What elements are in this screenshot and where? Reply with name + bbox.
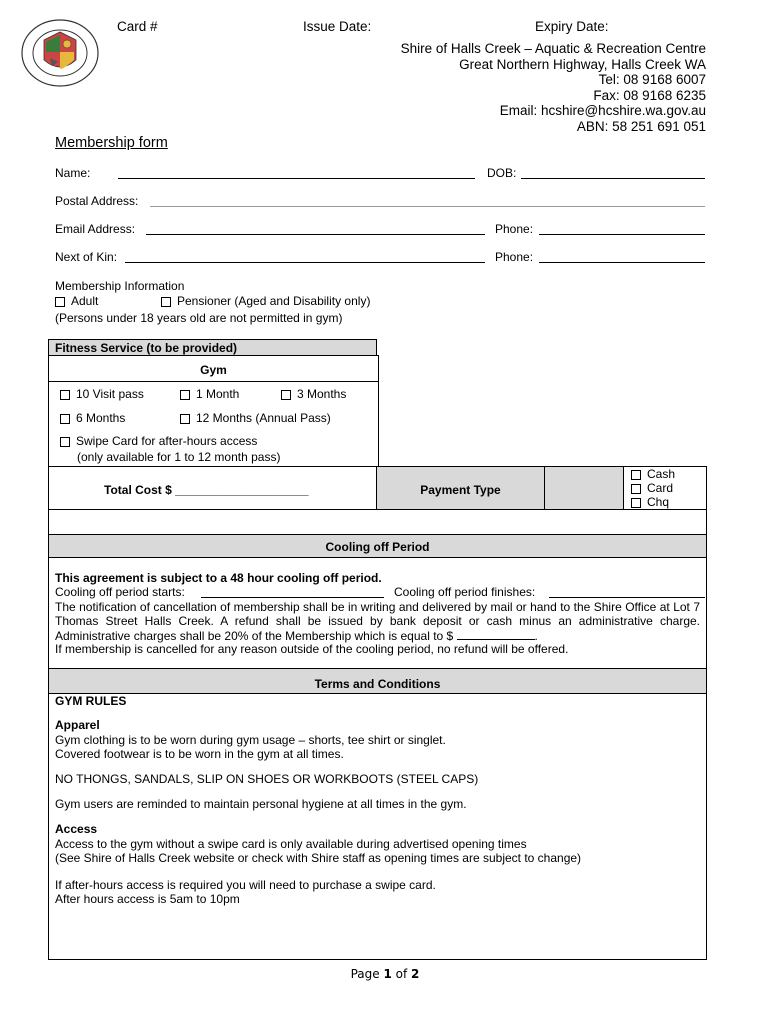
age-note: (Persons under 18 years old are not permitted in gym) xyxy=(55,311,343,325)
adult-label: Adult xyxy=(71,294,99,308)
expiry-date-label: Expiry Date: xyxy=(535,19,609,34)
checkbox-12-months[interactable] xyxy=(180,414,190,424)
cooling-finishes-label: Cooling off period finishes: xyxy=(394,585,536,599)
payment-card[interactable] xyxy=(631,481,673,495)
org-abn: ABN: 58 251 691 051 xyxy=(576,118,706,134)
email-field[interactable] xyxy=(146,234,485,235)
admin-charge-field[interactable] xyxy=(457,628,535,640)
label-swipe-card: Swipe Card for after-hours access xyxy=(76,434,258,448)
pensioner-option[interactable] xyxy=(161,294,370,308)
page-current: 1 xyxy=(383,967,392,981)
terms-heading: Terms and Conditions xyxy=(314,677,441,691)
access-line-1: Access to the gym without a swipe card is only available during advertised opening times xyxy=(55,837,527,851)
adult-option[interactable] xyxy=(55,294,98,308)
next-of-kin-label: Next of Kin: xyxy=(55,250,118,264)
label-6-months: 6 Months xyxy=(76,411,126,425)
next-of-kin-field[interactable] xyxy=(125,262,485,263)
after-hours-line-1: If after-hours access is required you will need to purchase a swipe card. xyxy=(55,878,436,892)
fitness-heading: Fitness Service (to be provided) xyxy=(55,341,238,355)
cooling-heading: Cooling off Period xyxy=(325,540,430,554)
page-total: 2 xyxy=(411,967,420,981)
apparel-heading: Apparel xyxy=(55,718,100,732)
option-swipe-card[interactable] xyxy=(60,434,257,448)
cooling-starts-field[interactable] xyxy=(201,597,384,598)
cooling-starts-label: Cooling off period starts: xyxy=(55,585,185,599)
checkbox-swipe-card[interactable] xyxy=(60,437,70,447)
access-line-2: (See Shire of Halls Creek website or check with Shire staff as opening times are subject to change) xyxy=(55,851,582,865)
dob-label: DOB: xyxy=(487,166,517,180)
gym-rules-heading: GYM RULES xyxy=(55,694,127,708)
org-email: Email: hcshire@hcshire.wa.gov.au xyxy=(499,103,706,118)
payment-type-label: Payment Type xyxy=(420,483,501,497)
org-tel: Tel: 08 9168 6007 xyxy=(598,72,706,87)
email-label: Email Address: xyxy=(55,222,136,236)
cancellation-text-end: . xyxy=(534,629,538,643)
phone-label: Phone: xyxy=(495,222,534,236)
name-label: Name: xyxy=(55,166,91,180)
kin-phone-field[interactable] xyxy=(539,262,705,263)
payment-spacer-cell xyxy=(544,466,624,510)
apparel-line-2: Covered footwear is to be worn in the gym at all times. xyxy=(55,747,344,761)
fitness-heading-cell xyxy=(48,339,377,356)
kin-phone-label: Phone: xyxy=(495,250,534,264)
swipe-card-note: (only available for 1 to 12 month pass) xyxy=(77,450,281,464)
apparel-line-1: Gym clothing is to be worn during gym usage – shorts, tee shirt or singlet. xyxy=(55,733,446,747)
checkbox-1-month[interactable] xyxy=(180,390,190,400)
phone-field[interactable] xyxy=(539,234,705,235)
option-1-month[interactable] xyxy=(180,387,239,401)
cancellation-paragraph xyxy=(55,600,700,643)
postal-address-label: Postal Address: xyxy=(55,194,139,208)
checkbox-3-months[interactable] xyxy=(281,390,291,400)
membership-heading: Membership Information xyxy=(55,279,185,293)
page-number xyxy=(0,967,770,981)
cooling-finishes-field[interactable] xyxy=(549,597,705,598)
chq-checkbox[interactable] xyxy=(631,498,641,508)
issue-date-label: Issue Date: xyxy=(303,19,372,34)
total-cost-label: Total Cost $ ____________________ xyxy=(104,483,309,497)
cash-label: Cash xyxy=(647,467,676,481)
cancellation-text: The notification of cancellation of membership shall be in writing and delivered by mail or hand to the Shire Office at Lot 7 Thomas Street Halls Creek. A refund shall be issued by bank deposit or cash minus an administrative charge. Administrative charges shall be 20% of the Membership which is equal to $ xyxy=(55,600,700,643)
dob-field[interactable] xyxy=(521,178,705,179)
blank-row xyxy=(48,509,707,535)
card-checkbox[interactable] xyxy=(631,484,641,494)
no-refund-paragraph: If membership is cancelled for any reason outside of the cooling period, no refund will be offered. xyxy=(55,642,569,656)
card-label: Card xyxy=(647,481,674,495)
org-name: Shire of Halls Creek – Aquatic & Recreation Centre xyxy=(400,41,706,56)
form-title: Membership form xyxy=(55,135,168,151)
label-1-month: 1 Month xyxy=(196,387,240,401)
payment-cash[interactable] xyxy=(631,467,675,481)
label-10-visit: 10 Visit pass xyxy=(76,387,144,401)
chq-label: Chq xyxy=(647,495,670,509)
page-prefix: Page xyxy=(350,967,384,981)
after-hours-line-2: After hours access is 5am to 10pm xyxy=(55,892,240,906)
contact-block xyxy=(401,41,706,134)
adult-checkbox[interactable] xyxy=(55,297,65,307)
cooling-statement: This agreement is subject to a 48 hour cooling off period. xyxy=(55,571,382,585)
postal-address-field[interactable] xyxy=(150,206,705,207)
org-fax: Fax: 08 9168 6235 xyxy=(593,87,706,103)
hygiene-note: Gym users are reminded to maintain personal hygiene at all times in the gym. xyxy=(55,797,467,811)
page-of: of xyxy=(391,967,412,981)
label-12-months: 12 Months (Annual Pass) xyxy=(196,411,331,425)
cash-checkbox[interactable] xyxy=(631,470,641,480)
option-3-months[interactable] xyxy=(281,387,346,401)
payment-chq[interactable] xyxy=(631,495,669,509)
checkbox-6-months[interactable] xyxy=(60,414,70,424)
option-12-months[interactable] xyxy=(180,411,331,425)
option-10-visit[interactable] xyxy=(60,387,144,401)
pensioner-checkbox[interactable] xyxy=(161,297,171,307)
checkbox-10-visit[interactable] xyxy=(60,390,70,400)
access-heading: Access xyxy=(55,822,98,836)
gym-heading: Gym xyxy=(200,363,227,377)
footwear-warning: NO THONGS, SANDALS, SLIP ON SHOES OR WORKBOOTS (STEEL CAPS) xyxy=(55,772,479,786)
org-address: Great Northern Highway, Halls Creek WA xyxy=(459,56,706,72)
label-3-months: 3 Months xyxy=(297,387,347,401)
card-number-label: Card # xyxy=(117,19,158,34)
shire-seal-logo xyxy=(20,18,100,88)
name-field[interactable] xyxy=(118,178,475,179)
option-6-months[interactable] xyxy=(60,411,125,425)
pensioner-label: Pensioner (Aged and Disability only) xyxy=(177,294,371,308)
